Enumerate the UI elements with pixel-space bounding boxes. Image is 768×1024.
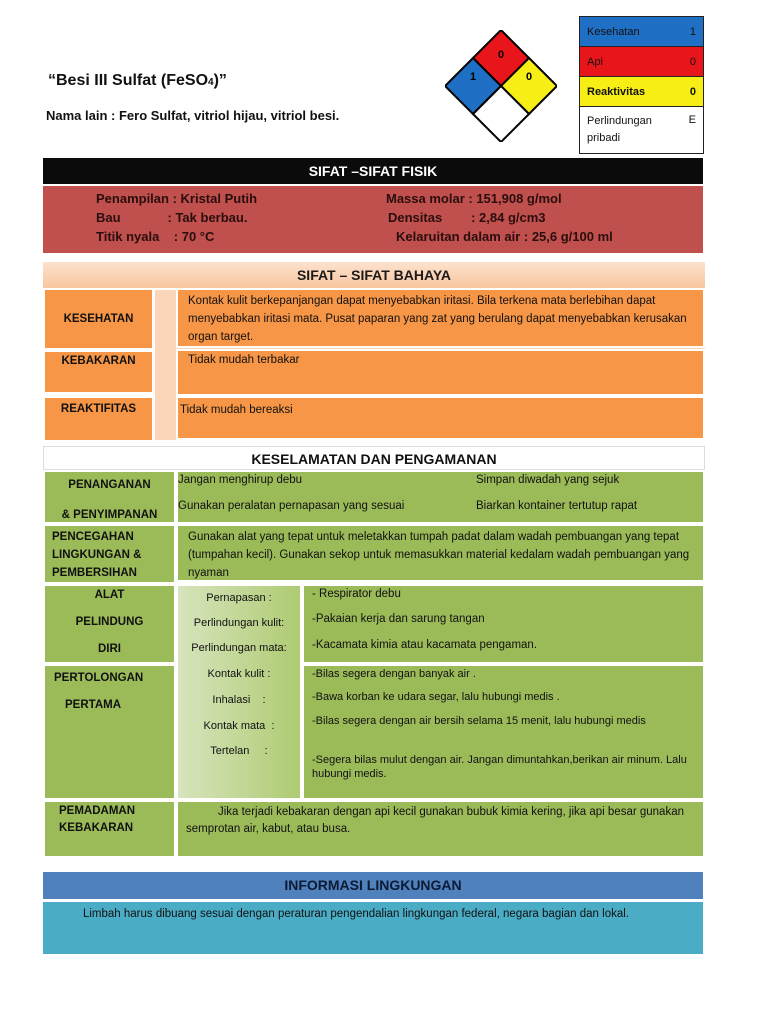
ppe-firstaid-labels: Pernapasan : Perlindungan kulit: Perlindungan mata: Kontak kulit : Inhalasi : Kontak mata : Tertelan : bbox=[176, 584, 302, 800]
odor: Bau : Tak berbau. bbox=[96, 210, 248, 225]
hazard-reactivity-text: Tidak mudah bereaksi bbox=[176, 396, 705, 440]
solubility: Kelaruitan dalam air : 25,6 g/100 ml bbox=[396, 229, 613, 244]
physical-properties bbox=[43, 186, 703, 253]
legend-health: Kesehatan 1 bbox=[579, 16, 704, 47]
spill-text: Gunakan alat yang tepat untuk meletakkan tumpah padat dalam wadah pembuangan yang tepat (tumpahan kecil). Gunakan sekop untuk memasukkan material kedalam wadah pembuangan yang nyaman bbox=[176, 524, 705, 582]
environment-heading: INFORMASI LINGKUNGAN bbox=[43, 872, 703, 899]
handling-text: Jangan menghirup debu Simpan diwadah yang sejuk Gunakan peralatan pernapasan yang sesuai Biarkan kontainer tertutup rapat bbox=[176, 470, 705, 524]
other-names: Nama lain : Fero Sulfat, vitriol hijau, vitriol besi. bbox=[46, 108, 340, 123]
ppe-label: ALAT PELINDUNG DIRI bbox=[43, 584, 176, 664]
environment-text: Limbah harus dibuang sesuai dengan peraturan pengendalian lingkungan federal, negara bagian dan lokal. bbox=[43, 902, 703, 954]
ppe-text: - Respirator debu -Pakaian kerja dan sarung tangan -Kacamata kimia atau kacamata pengaman. bbox=[302, 584, 705, 664]
legend-fire: Api 0 bbox=[579, 47, 704, 77]
density: Densitas : 2,84 g/cm3 bbox=[388, 210, 546, 225]
hazard-heading: SIFAT – SIFAT BAHAYA bbox=[43, 262, 705, 288]
hazard-fire-text: Tidak mudah terbakar bbox=[176, 349, 705, 396]
hazard-reactivity-label: REAKTIFITAS bbox=[43, 396, 154, 442]
legend-personal-protection: Perlindungan pribadi E bbox=[579, 107, 704, 154]
nfpa-fire-value: 0 bbox=[497, 49, 505, 61]
handling-label: PENANGANAN & PENYIMPANAN bbox=[43, 470, 176, 524]
spill-label: PENCEGAHAN LINGKUNGAN & PEMBERSIHAN bbox=[43, 524, 176, 584]
hazard-fire-label: KEBAKARAN bbox=[43, 350, 154, 394]
nfpa-diamond bbox=[445, 30, 557, 142]
molar-mass: Massa molar : 151,908 g/mol bbox=[386, 191, 562, 206]
firefight-text: Jika terjadi kebakaran dengan api kecil gunakan bubuk kimia kering, jika api besar gunakan semprotan air, kabut, atau busa. bbox=[176, 800, 705, 858]
nfpa-reactivity-value: 0 bbox=[525, 71, 533, 83]
hazard-legend bbox=[579, 16, 704, 154]
hazard-health-text: Kontak kulit berkepanjangan dapat menyebabkan iritasi. Bila terkena mata berlebihan dapat menyebabkan iritasi mata. Pusat paparan yang zat yang berulang dapat menyebabkan kerusakan organ target. bbox=[176, 288, 705, 348]
firefight-label: PEMADAMAN KEBAKARAN bbox=[43, 800, 176, 858]
hazard-health-label: KESEHATAN bbox=[43, 288, 154, 350]
safety-heading: KESELAMATAN DAN PENGAMANAN bbox=[43, 446, 705, 470]
firstaid-label: PERTOLONGAN PERTAMA bbox=[43, 664, 176, 800]
physical-heading: SIFAT –SIFAT FISIK bbox=[43, 158, 703, 184]
page-title: “Besi III Sulfat (FeSO4)” bbox=[48, 72, 227, 89]
legend-reactivity: Reaktivitas 0 bbox=[579, 77, 704, 107]
flash-point: Titik nyala : 70 °C bbox=[96, 229, 215, 244]
nfpa-health-value: 1 bbox=[469, 71, 477, 83]
appearance: Penampilan : Kristal Putih bbox=[96, 191, 258, 206]
firstaid-text: -Bilas segera dengan banyak air . -Bawa korban ke udara segar, lalu hubungi medis . -Bilas segera dengan air bersih selama 15 menit, lalu hubungi medis -Segera bilas mulut dengan air. Jangan dimuntahkan,berikan air minum. Lalu hubungi medis. bbox=[302, 664, 705, 800]
